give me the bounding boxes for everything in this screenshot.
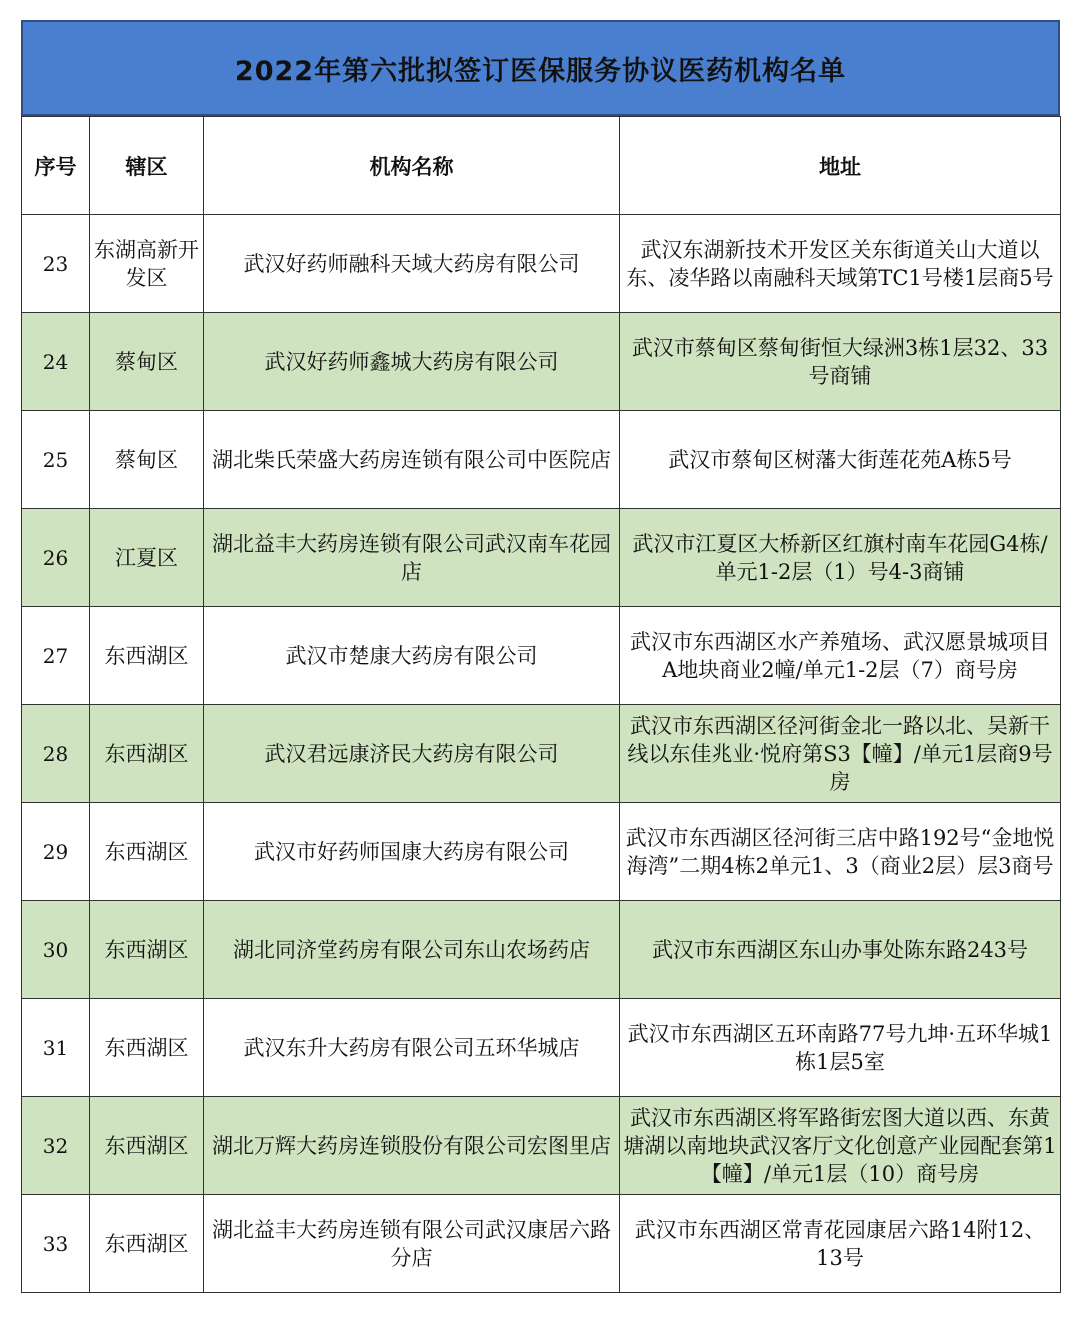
header-district: 辖区 — [90, 117, 204, 215]
row-name: 武汉好药师融科天域大药房有限公司 — [204, 215, 620, 313]
row-district: 东西湖区 — [90, 803, 204, 901]
table-row — [22, 705, 1061, 803]
table-row — [22, 411, 1061, 509]
row-no: 32 — [22, 1097, 90, 1195]
row-address: 武汉市东西湖区水产养殖场、武汉愿景城项目A地块商业2幢/单元1-2层（7）商号房 — [620, 607, 1061, 705]
row-no: 27 — [22, 607, 90, 705]
row-district: 东西湖区 — [90, 1195, 204, 1293]
row-no: 26 — [22, 509, 90, 607]
page-title: 2022年第六批拟签订医保服务协议医药机构名单 — [234, 55, 847, 87]
row-district: 蔡甸区 — [90, 313, 204, 411]
row-name: 武汉好药师鑫城大药房有限公司 — [204, 313, 620, 411]
row-name: 湖北益丰大药房连锁有限公司武汉康居六路分店 — [204, 1195, 620, 1293]
row-district: 东西湖区 — [90, 1097, 204, 1195]
row-no: 29 — [22, 803, 90, 901]
row-address: 武汉市蔡甸区蔡甸街恒大绿洲3栋1层32、33号商铺 — [620, 313, 1061, 411]
row-no: 28 — [22, 705, 90, 803]
row-district: 蔡甸区 — [90, 411, 204, 509]
row-address: 武汉市蔡甸区树藩大街莲花苑A栋5号 — [620, 411, 1061, 509]
row-no: 30 — [22, 901, 90, 999]
row-name: 湖北万辉大药房连锁股份有限公司宏图里店 — [204, 1097, 620, 1195]
row-address: 武汉市江夏区大桥新区红旗村南车花园G4栋/单元1-2层（1）号4-3商铺 — [620, 509, 1061, 607]
row-name: 武汉东升大药房有限公司五环华城店 — [204, 999, 620, 1097]
row-address: 武汉市东西湖区五环南路77号九坤·五环华城1栋1层5室 — [620, 999, 1061, 1097]
row-district: 东西湖区 — [90, 999, 204, 1097]
table-row — [22, 803, 1061, 901]
table-row — [22, 313, 1061, 411]
row-no: 31 — [22, 999, 90, 1097]
row-address: 武汉市东西湖区东山办事处陈东路243号 — [620, 901, 1061, 999]
row-name: 武汉市好药师国康大药房有限公司 — [204, 803, 620, 901]
table-row — [22, 215, 1061, 313]
row-no: 33 — [22, 1195, 90, 1293]
table-row — [22, 999, 1061, 1097]
row-no: 24 — [22, 313, 90, 411]
row-name: 湖北柴氏荣盛大药房连锁有限公司中医院店 — [204, 411, 620, 509]
row-district: 东湖高新开发区 — [90, 215, 204, 313]
title-bar — [21, 20, 1060, 116]
header-name: 机构名称 — [204, 117, 620, 215]
row-address: 武汉市东西湖区将军路街宏图大道以西、东黄塘湖以南地块武汉客厅文化创意产业园配套第1【幢】/单元1层（10）商号房 — [620, 1097, 1061, 1195]
row-name: 武汉市楚康大药房有限公司 — [204, 607, 620, 705]
row-name: 湖北益丰大药房连锁有限公司武汉南车花园店 — [204, 509, 620, 607]
row-district: 江夏区 — [90, 509, 204, 607]
row-address: 武汉市东西湖区径河街金北一路以北、吴新干线以东佳兆业·悦府第S3【幢】/单元1层商9号房 — [620, 705, 1061, 803]
row-no: 23 — [22, 215, 90, 313]
row-address: 武汉市东西湖区径河街三店中路192号“金地悦海湾”二期4栋2单元1、3（商业2层）层3商号 — [620, 803, 1061, 901]
table-row — [22, 1097, 1061, 1195]
table-row — [22, 607, 1061, 705]
institution-table — [21, 116, 1061, 1293]
header-address: 地址 — [620, 117, 1061, 215]
row-address: 武汉市东西湖区常青花园康居六路14附12、13号 — [620, 1195, 1061, 1293]
row-district: 东西湖区 — [90, 901, 204, 999]
row-district: 东西湖区 — [90, 607, 204, 705]
table-row — [22, 1195, 1061, 1293]
header-row — [22, 117, 1061, 215]
table-row — [22, 509, 1061, 607]
table-row — [22, 901, 1061, 999]
row-district: 东西湖区 — [90, 705, 204, 803]
row-name: 湖北同济堂药房有限公司东山农场药店 — [204, 901, 620, 999]
header-no: 序号 — [22, 117, 90, 215]
row-no: 25 — [22, 411, 90, 509]
row-name: 武汉君远康济民大药房有限公司 — [204, 705, 620, 803]
document-sheet — [21, 20, 1060, 1293]
row-address: 武汉东湖新技术开发区关东街道关山大道以东、凌华路以南融科天域第TC1号楼1层商5号 — [620, 215, 1061, 313]
